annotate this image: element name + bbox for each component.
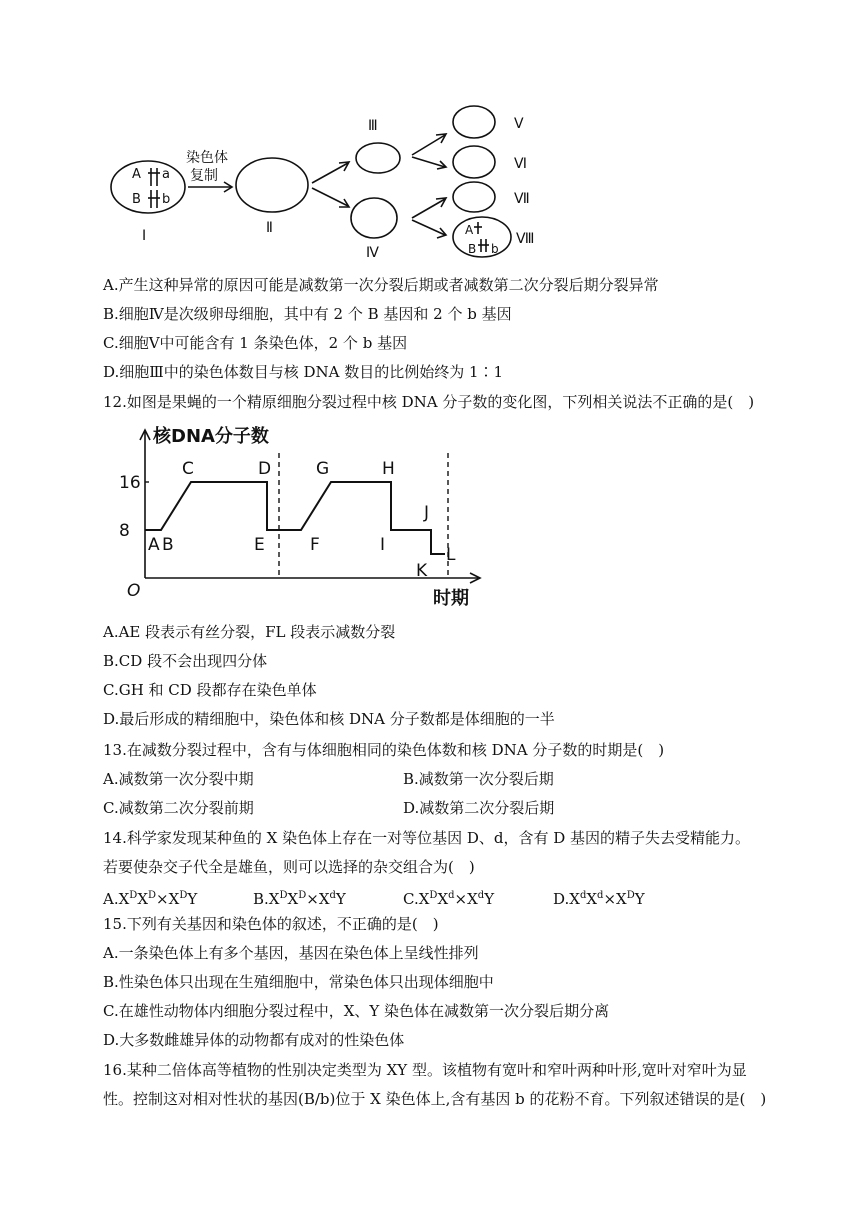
y-tick-label: 8 <box>119 521 130 541</box>
point-label: B <box>162 535 174 555</box>
gene-label: a <box>162 167 170 182</box>
dna-content-chart <box>103 418 493 618</box>
q14-option-b: $B.X^DX^D\times X^dY$ <box>253 890 346 908</box>
cell-label: Ⅲ <box>368 118 378 134</box>
point-label: A <box>148 535 160 555</box>
q11-option-d: D.细胞Ⅲ中的染色体数目与核 DNA 数目的比例始终为 1∶1 <box>103 363 504 381</box>
q14-option-c: $C.X^DX^d\times X^dY$ <box>403 890 495 908</box>
origin-label: O <box>127 581 141 601</box>
x-axis-label: 时期 <box>433 588 469 609</box>
point-label: J <box>424 503 430 523</box>
point-label: K <box>416 561 428 581</box>
q11-option-b: B.细胞Ⅳ是次级卵母细胞，其中有 2 个 B 基因和 2 个 b 基因 <box>103 305 512 323</box>
arrow-label: 复制 <box>190 168 218 184</box>
dna-series-line <box>145 482 445 554</box>
q13-option-c: C.减数第二次分裂前期 <box>103 799 254 817</box>
y-axis-label: 核DNA分子数 <box>153 426 269 447</box>
point-label: G <box>316 459 330 479</box>
cell-label: Ⅵ <box>514 156 527 172</box>
q15-stem: 15.下列有关基因和染色体的叙述，不正确的是( ) <box>103 915 439 933</box>
point-label: E <box>254 535 265 555</box>
point-label: C <box>182 459 194 479</box>
cell-label: Ⅱ <box>266 220 273 236</box>
q13-stem: 13.在减数分裂过程中，含有与体细胞相同的染色体数和核 DNA 分子数的时期是( ) <box>103 741 665 759</box>
q12-option-d: D.最后形成的精细胞中，染色体和核 DNA 分子数都是体细胞的一半 <box>103 710 555 728</box>
gene-label: A <box>132 167 141 182</box>
gene-label: A <box>465 223 474 237</box>
cell-label: V <box>514 116 524 132</box>
q14-stem-line-2: 若要使杂交子代全是雄鱼，则可以选择的杂交组合为( ) <box>103 858 475 876</box>
q12-option-b: B.CD 段不会出现四分体 <box>103 652 268 670</box>
q14-stem-line-1: 14.科学家发现某种鱼的 X 染色体上存在一对等位基因 D、d，含有 D 基因的精子失去受精能力。 <box>103 829 751 847</box>
point-label: L <box>446 545 456 565</box>
q13-option-b: B.减数第一次分裂后期 <box>403 770 554 788</box>
cell-7 <box>453 182 495 212</box>
gene-label: B <box>132 192 141 207</box>
cell-1 <box>111 161 185 213</box>
cell-4 <box>351 198 397 238</box>
point-label: H <box>382 459 395 479</box>
cell-3 <box>356 143 400 173</box>
q11-option-a: A.产生这种异常的原因可能是减数第一次分裂后期或者减数第二次分裂后期分裂异常 <box>103 276 659 294</box>
q13-option-a: A.减数第一次分裂中期 <box>103 770 254 788</box>
cell-8 <box>453 217 511 257</box>
q15-option-c: C.在雄性动物体内细胞分裂过程中，X、Y 染色体在减数第一次分裂后期分离 <box>103 1002 610 1020</box>
cell-label: Ⅷ <box>516 231 535 247</box>
q16-stem-line-1: 16.某种二倍体高等植物的性别决定类型为 XY 型。该植物有宽叶和窄叶两种叶形,宽叶对窄叶为显 <box>103 1061 747 1079</box>
point-label: F <box>310 535 320 555</box>
q12-option-a: A.AE 段表示有丝分裂，FL 段表示减数分裂 <box>103 623 396 641</box>
q12-option-c: C.GH 和 CD 段都存在染色单体 <box>103 681 317 699</box>
q14-option-a: $A.X^DX^D\times X^DY$ <box>103 890 198 908</box>
y-tick-label: 16 <box>119 473 141 493</box>
q14-option-d: $D.X^dX^d\times X^DY$ <box>553 890 645 908</box>
q15-option-a: A.一条染色体上有多个基因，基因在染色体上呈线性排列 <box>103 944 479 962</box>
cell-5 <box>453 106 495 138</box>
cell-division-diagram <box>100 100 560 270</box>
gene-label: b <box>162 192 171 207</box>
cell-2 <box>236 158 308 212</box>
q11-option-c: C.细胞Ⅴ中可能含有 1 条染色体，2 个 b 基因 <box>103 334 408 352</box>
q15-option-d: D.大多数雌雄异体的动物都有成对的性染色体 <box>103 1031 405 1049</box>
arrow-label: 染色体 <box>186 150 228 166</box>
cell-label: Ⅶ <box>514 191 530 207</box>
gene-label: B <box>468 242 477 256</box>
cell-label: Ⅳ <box>366 245 379 261</box>
point-label: I <box>380 535 386 555</box>
cell-label: I <box>142 228 147 244</box>
q12-stem: 12.如图是果蝇的一个精原细胞分裂过程中核 DNA 分子数的变化图，下列相关说法不正确的是( ) <box>103 393 755 411</box>
cell-6 <box>453 146 495 178</box>
q16-stem-line-2: 性。控制这对相对性状的基因(B/b)位于 X 染色体上,含有基因 b 的花粉不育。下列叙述错误的是( ) <box>103 1090 767 1108</box>
gene-label: b <box>491 242 499 256</box>
q13-option-d: D.减数第二次分裂后期 <box>403 799 555 817</box>
q15-option-b: B.性染色体只出现在生殖细胞中，常染色体只出现体细胞中 <box>103 973 494 991</box>
point-label: D <box>258 459 272 479</box>
